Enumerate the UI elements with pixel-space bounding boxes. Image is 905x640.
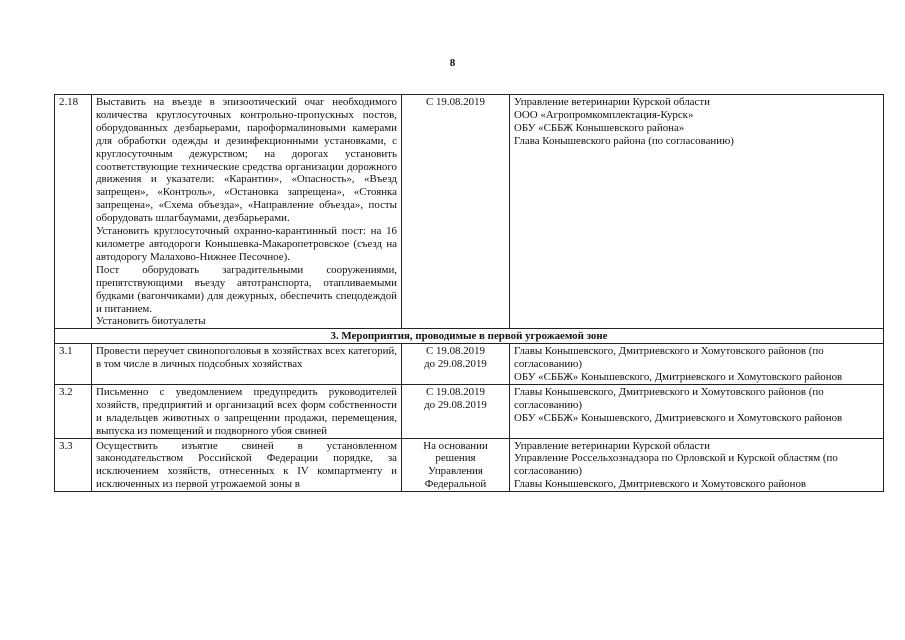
responsible-cell: [510, 344, 884, 385]
date-cell: [402, 438, 510, 492]
responsible-line: Глава Конышевского района (по согласованию): [514, 134, 734, 147]
date-cell: [402, 95, 510, 329]
task-cell: [92, 384, 402, 438]
section-title: 3. Мероприятия, проводимые в первой угрожаемой зоне: [55, 329, 884, 344]
page-number: 8: [449, 57, 456, 69]
task-cell: [92, 95, 402, 329]
row-number: 3.1: [55, 344, 92, 385]
date-cell: [402, 344, 510, 385]
date-cell: [402, 384, 510, 438]
responsible-line: Главы Конышевского, Дмитриевского и Хомутовского районов (по согласованию): [514, 345, 824, 371]
responsible-cell: [510, 438, 884, 492]
row-number: 2.18: [55, 95, 92, 329]
table-row: [55, 384, 884, 438]
responsible-line: Управление Россельхознадзора по Орловской и Курской областям (по согласованию): [514, 452, 838, 478]
date-line: С 19.08.2019: [426, 345, 485, 358]
table-row: [55, 344, 884, 385]
date-line: С 19.08.2019: [426, 385, 485, 398]
date-line: решения: [435, 452, 476, 465]
table-row: [55, 95, 884, 329]
task-paragraph: Выставить на въезде в эпизоотический очаг необходимого количества круглосуточных контрольно-пропускных постов, оборудованных дезбарьерами, пароформалиновыми камерами для обработки одежды и дезинфекционными установками, с круглосуточным дежурством; на дорогах установить соответствующие технические средства организации дорожного движения и указатели: «Карантин», «Опасность», «Въезд запрещен», «Контроль», «Остановка запрещена», «Стоянка запрещена», «Схема объезда», «Направление объезда», посты оборудовать шлагбаумами, дезбарьерами.: [96, 96, 397, 225]
row-number: 3.3: [55, 438, 92, 492]
measures-table: [54, 94, 884, 492]
row-number: 3.2: [55, 384, 92, 438]
task-paragraph: Провести переучет свинопоголовья в хозяйствах всех категорий, в том числе в личных подсобных хозяйствах: [96, 345, 397, 371]
responsible-line: Управление ветеринарии Курской области: [514, 439, 710, 452]
responsible-line: Управление ветеринарии Курской области: [514, 96, 710, 108]
date-line: С 19.08.2019: [426, 96, 485, 108]
date-line: Федеральной: [424, 478, 487, 491]
date-line: до 29.08.2019: [424, 398, 487, 411]
task-paragraph: Установить круглосуточный охранно-карантинный пост: на 16 километре автодороги Конышевка-Макаропетровское (съезд на автодорогу Малахово-Нижнее Песочное).: [96, 225, 397, 263]
date-line: На основании: [423, 439, 488, 452]
date-line: Управления: [428, 465, 483, 478]
responsible-cell: [510, 95, 884, 329]
task-cell: [92, 344, 402, 385]
responsible-line: ОБУ «СББЖ» Конышевского, Дмитриевского и Хомутовского районов: [514, 411, 843, 424]
responsible-line: Главы Конышевского, Дмитриевского и Хомутовского районов (по согласованию): [514, 385, 824, 411]
responsible-line: ОБУ «СББЖ Конышевского района»: [514, 121, 685, 134]
responsible-line: ОБУ «СББЖ» Конышевского, Дмитриевского и Хомутовского районов: [514, 371, 843, 384]
table-row: [55, 438, 884, 492]
responsible-line: Главы Конышевского, Дмитриевского и Хомутовского районов: [514, 478, 807, 491]
task-paragraph: Осуществить изъятие свиней в установленном законодательством Российской Федерации порядке, за исключением хозяйств, отнесенных к IV компартменту и исключенных из первой угрожаемой зоны в: [96, 439, 397, 491]
date-line: до 29.08.2019: [424, 358, 487, 371]
responsible-cell: [510, 384, 884, 438]
task-cell: [92, 438, 402, 492]
task-paragraph: Пост оборудовать заградительными сооружениями, препятствующими въезду автотранспорта, отапливаемыми будками (вагончиками) для дежурных, обеспечить спецодеждой и питанием.: [96, 263, 397, 315]
responsible-line: ООО «Агропромкомплектация-Курск»: [514, 108, 694, 121]
measures-table-body: [55, 95, 884, 492]
task-paragraph: Установить биотуалеты: [96, 315, 206, 328]
section-row: [55, 329, 884, 344]
task-paragraph: Письменно с уведомлением предупредить руководителей хозяйств, предприятий и организаций всех форм собственности и владельцев животных о запрещении продажи, перемещения, выпуска из помещений и подворного убоя свиней: [96, 385, 397, 437]
